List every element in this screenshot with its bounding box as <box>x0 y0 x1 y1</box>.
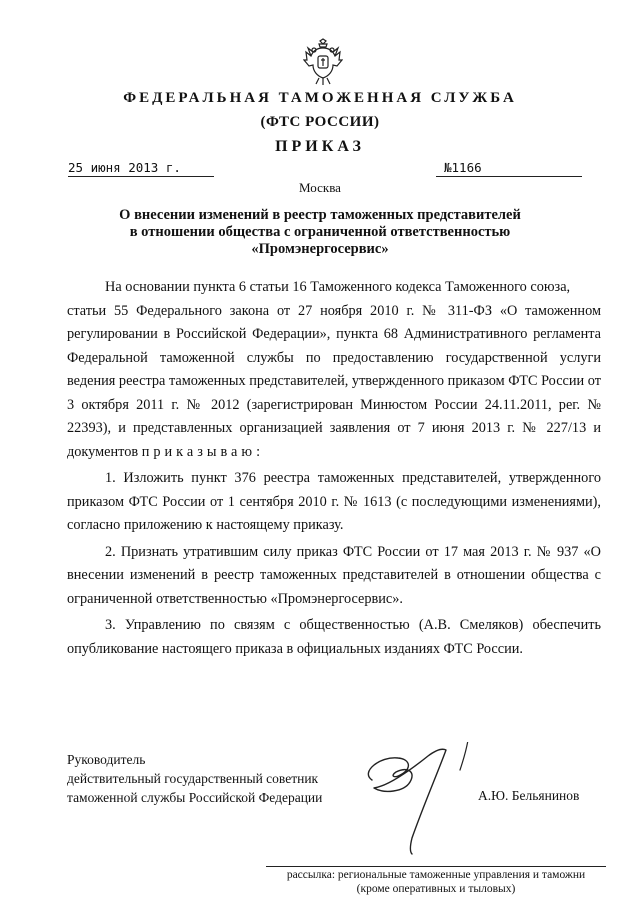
signatory-position <box>67 750 322 807</box>
order-date: 25 июня 2013 г. <box>68 160 214 177</box>
preamble-first-line: На основании пункта 6 статьи 16 Таможенного кодекса Таможенного союза, <box>105 279 571 295</box>
order-item-1: 1. Изложить пункт 376 реестра таможенных представителей, утвержденного приказом ФТС России от 1 сентября 2010 г. № 1613 (с последующими изменениями), согласно приложению к настоящему приказу. <box>67 470 601 533</box>
order-word: приказываю: <box>141 443 265 460</box>
order-body <box>67 276 601 661</box>
title-line: «Промэнергосервис» <box>251 241 389 257</box>
order-item-3: 3. Управлению по связям с общественностью (А.В. Смеляков) обеспечить опубликование настоящего приказа в официальных изданиях ФТС России. <box>67 617 601 657</box>
double-headed-eagle-emblem <box>303 38 343 86</box>
distribution-line: (кроме оперативных и тыловых) <box>356 883 516 895</box>
distribution-line: рассылка: региональные таможенные управления и таможни <box>286 869 586 881</box>
document-type: ПРИКАЗ <box>275 138 365 155</box>
signatory-role-line: Руководитель <box>67 752 146 767</box>
title-line: О внесении изменений в реестр таможенных представителей <box>119 207 521 223</box>
preamble-text <box>67 300 601 465</box>
order-title <box>60 207 580 258</box>
issue-city: Москва <box>299 180 341 195</box>
order-number <box>436 160 582 177</box>
signatory-role-line: действительный государственный советник <box>67 771 319 786</box>
agency-name: ФЕДЕРАЛЬНАЯ ТАМОЖЕННАЯ СЛУЖБА <box>123 90 517 106</box>
distribution-list <box>266 866 606 896</box>
signatory-name: А.Ю. Бельянинов <box>478 788 580 803</box>
order-item-2: 2. Признать утратившим силу приказ ФТС России от 17 мая 2013 г. № 937 «О внесении изменений в реестр таможенных представителей в отношении общества с ограниченной ответственностью «Промэнергосервис». <box>67 543 601 607</box>
agency-abbreviation: (ФТС РОССИИ) <box>260 114 380 130</box>
title-line: в отношении общества с ограниченной ответственностью <box>129 224 511 240</box>
preamble-body: статьи 55 Федерального закона от 27 ноября 2010 г. № 311-ФЗ «О таможенном регулировании в Российской Федерации», пункта 68 Административного регламента Федеральной таможенной службы по предоставлению государственной услуги ведения реестра таможенных представителей, утвержденного приказом ФТС России от 3 октября 2011 г. № 2012 (зарегистрирован Минюстом России 24.11.2011, рег. № 22393), и представленных организацией заявления от 7 июня 2013 г. № 227/13 и документов <box>67 302 601 460</box>
signatory-role-line: таможенной службы Российской Федерации <box>67 790 323 805</box>
order-number-value: №1166 <box>444 160 482 175</box>
